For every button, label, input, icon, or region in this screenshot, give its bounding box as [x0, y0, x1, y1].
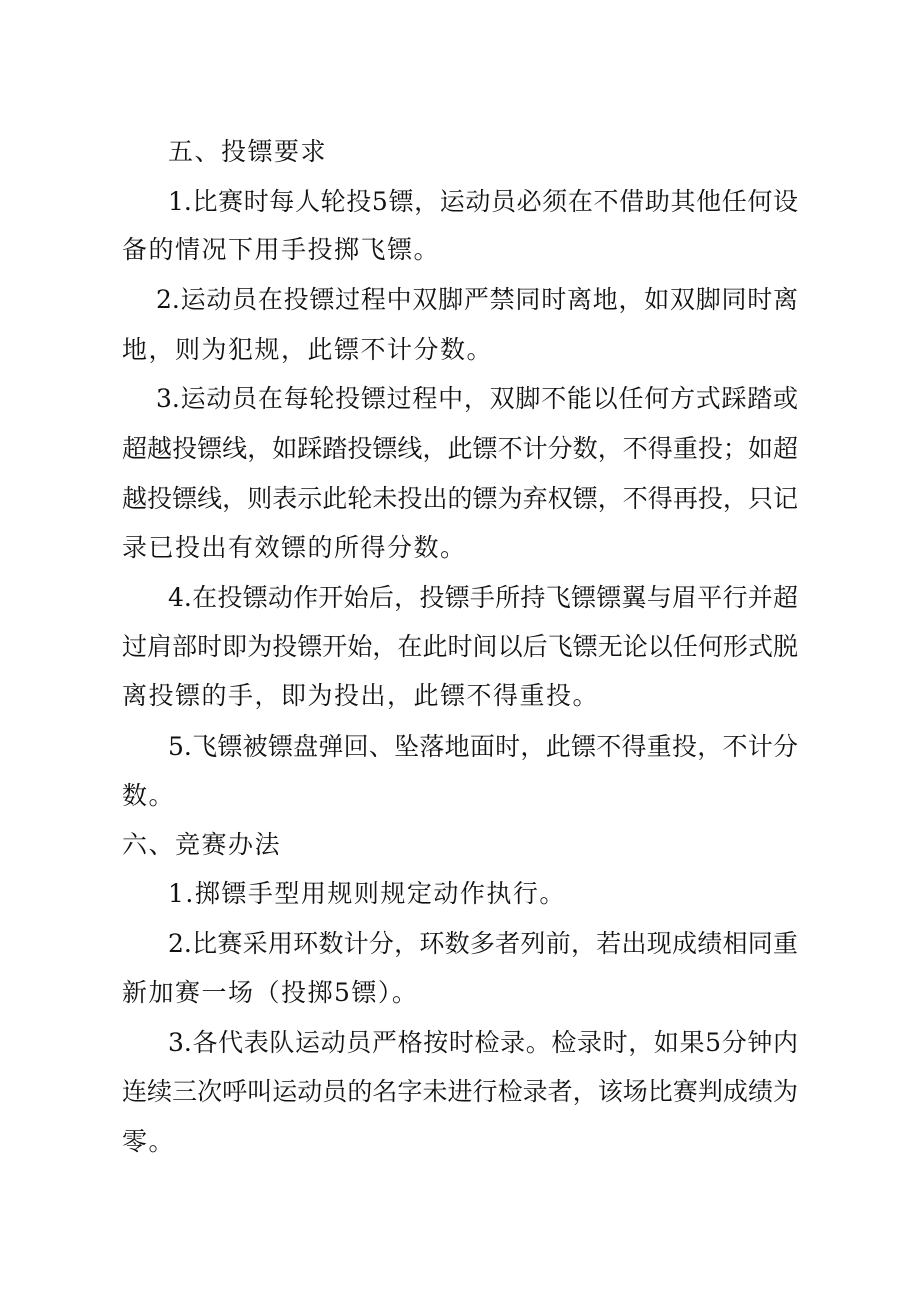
rule-5-3-line-3: 越投镖线，则表示此轮未投出的镖为弃权镖，不得再投，只记 [122, 484, 798, 513]
rule-5-1-line-1: 1.比赛时每人轮投5镖，运动员必须在不借助其他任何设 [168, 187, 798, 216]
rule-5-5-line-1: 5.飞镖被镖盘弹回、坠落地面时，此镖不得重投，不计分 [168, 732, 798, 761]
rule-5-4-line-3: 离投镖的手，即为投出，此镖不得重投。 [122, 681, 600, 710]
rule-6-3-line-2: 连续三次呼叫运动员的名字未进行检录者，该场比赛判成绩为 [122, 1077, 798, 1106]
rule-6-3-line-3: 零。 [122, 1127, 176, 1156]
rule-6-2-line-2: 新加赛一场（投掷5镖）。 [122, 978, 419, 1007]
section-heading-5: 五、投镖要求 [168, 137, 328, 166]
rule-6-2-line-1: 2.比赛采用环数计分，环数多者列前，若出现成绩相同重 [168, 929, 798, 958]
rule-5-3-line-4: 录已投出有效镖的所得分数。 [122, 533, 467, 562]
rule-5-3-line-1: 3.运动员在每轮投镖过程中，双脚不能以任何方式踩踏或 [156, 384, 798, 413]
rule-5-4-line-1: 4.在投镖动作开始后，投镖手所持飞镖镖翼与眉平行并超 [168, 583, 798, 612]
rule-6-3-line-1: 3.各代表队运动员严格按时检录。检录时，如果5分钟内 [168, 1028, 798, 1057]
rule-6-1-line-1: 1.掷镖手型用规则规定动作执行。 [168, 879, 566, 908]
rule-5-4-line-2: 过肩部时即为投镖开始，在此时间以后飞镖无论以任何形式脱 [122, 632, 798, 661]
rule-5-2-line-1: 2.运动员在投镖过程中双脚严禁同时离地，如双脚同时离 [156, 285, 798, 314]
rule-5-1-line-2: 备的情况下用手投掷飞镖。 [122, 235, 441, 264]
rule-5-2-line-2: 地，则为犯规，此镖不计分数。 [122, 335, 494, 364]
rule-5-3-line-2: 超越投镖线，如踩踏投镖线，此镖不计分数，不得重投；如超 [122, 434, 798, 463]
rule-5-5-line-2: 数。 [122, 781, 176, 810]
section-heading-6: 六、竞赛办法 [122, 830, 282, 859]
